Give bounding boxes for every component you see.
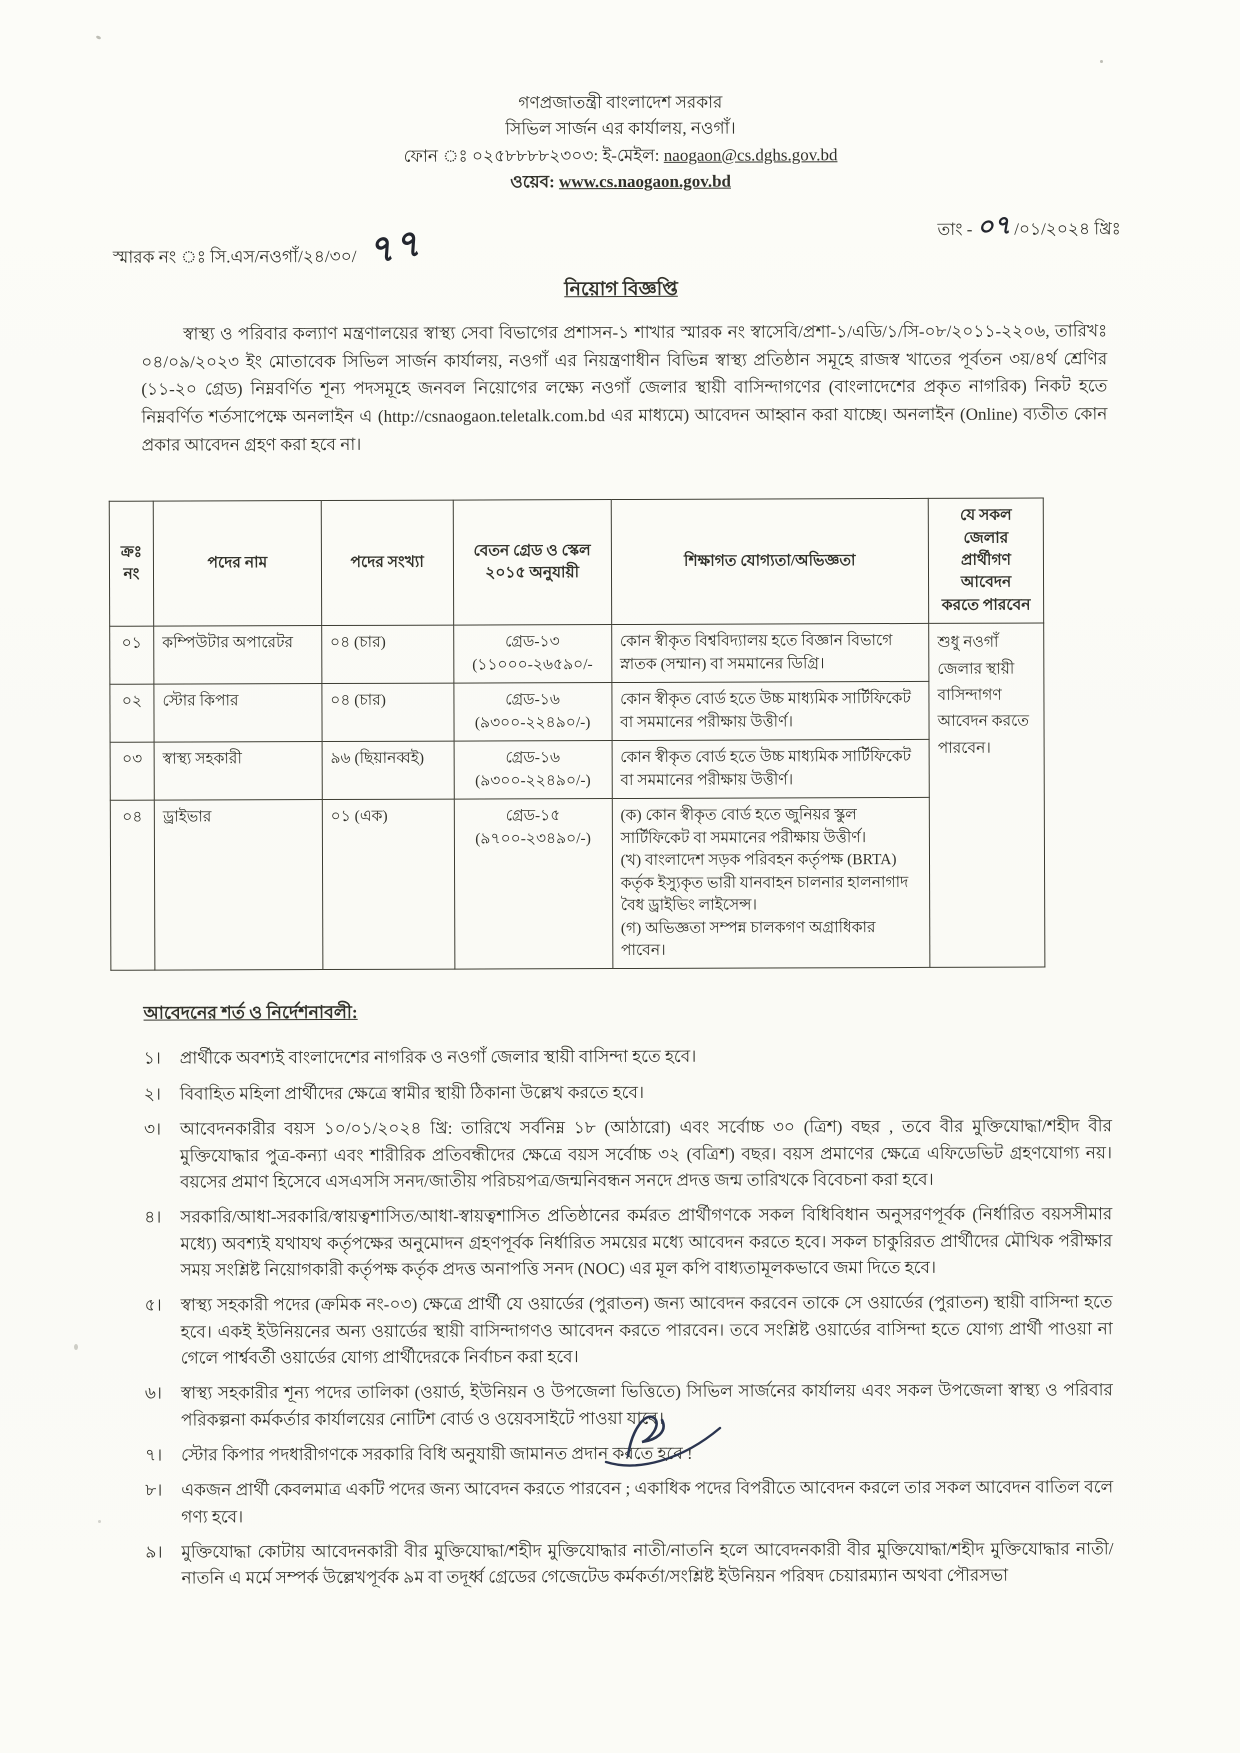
condition-number: ৭। bbox=[145, 1445, 163, 1465]
post-name-cell: স্বাস্থ্য সহকারী bbox=[154, 742, 322, 801]
memo-label: স্মারক নং ঃ সি.এস/নওগাঁ/২৪/৩০/ bbox=[112, 247, 357, 268]
column-header: পদের নাম bbox=[153, 501, 321, 627]
post-name-cell: ড্রাইভার bbox=[154, 800, 322, 971]
condition-text: মুক্তিযোদ্ধা কোটায় আবেদনকারী বীর মুক্তিযোদ্ধা/শহীদ মুক্তিযোদ্ধার নাতী/নাতনি হলে আবেদনকারী বীর মুক্তিযোদ্ধা/শহীদ মুক্তিযোদ্ধার নাতী/নাতনি এ মর্মে সম্পর্ক উল্লেখপূর্বক ৯ম বা তদূর্ধ্ব গ্রেডের গেজেটেড কর্মকর্তা/সংশ্লিষ্ট ইউনিয়ন পরিষদ চেয়ারম্যান অথবা পৌরসভা bbox=[181, 1539, 1114, 1588]
table-row bbox=[110, 739, 1044, 800]
office-name: সিভিল সার্জন এর কার্যালয়, নওগাঁ। bbox=[505, 118, 736, 139]
signature-mark bbox=[598, 1398, 728, 1483]
column-header: যে সকল জেলার প্রার্থীগণ আবেদন করতে পারবেন bbox=[928, 498, 1043, 624]
condition-item bbox=[145, 1290, 1113, 1372]
condition-text: সরকারি/আধা-সরকারি/স্বায়ত্বশাসিত/আধা-স্বায়ত্বশাসিত প্রতিষ্ঠানের কর্মরত প্রার্থীগণকে সকল বিধিবিধান অনুসরণপূর্বক (নির্ধারিত বয়সসীমার মধ্যে) অবশ্যই যথাযথ কর্তৃপক্ষের অনুমোদন গ্রহণপূর্বক নির্ধারিত সময়ের মধ্যে আবেদন করতে হবে। সকল চাকুরিরত প্রার্থীদের মৌখিক পরীক্ষার সময় সংশ্লিষ্ট নিয়োগকারী কর্তৃপক্ষ কর্তৃক প্রদত্ত অনাপত্তি সনদ (NOC) এর মূল কপি বাধ্যতামূলকভাবে জমা দিতে হবে। bbox=[180, 1204, 1113, 1280]
government-name: গণপ্রজাতন্ত্রী বাংলাদেশ সরকার bbox=[518, 92, 723, 113]
post-count-cell: ৯৬ (ছিয়ানব্বই) bbox=[322, 741, 454, 799]
post-count-cell: ০১ (এক) bbox=[322, 799, 454, 970]
notice-title: নিয়োগ বিজ্ঞপ্তি bbox=[564, 279, 678, 301]
serial-cell: ০৩ bbox=[110, 742, 154, 800]
condition-text: স্টোর কিপার পদধারীগণকে সরকারি বিধি অনুযায়ী জামানত প্রদান করতে হবে ! bbox=[181, 1443, 693, 1465]
condition-text: একজন প্রার্থী কেবলমাত্র একটি পদের জন্য আবেদন করতে পারবেন ; একাধিক পদের বিপরীতে আবেদন করলে তার সকল আবেদন বাতিল বলে গণ্য হবে। bbox=[181, 1477, 1114, 1527]
intro-paragraph: স্বাস্থ্য ও পরিবার কল্যাণ মন্ত্রণালয়ের স্বাস্থ্য সেবা বিভাগের প্রশাসন-১ শাখার স্মারক নং স্বাসেবি/প্রশা-১/এডি/১/সি-০৮/২০১১-২২০৬, তারিখঃ ০৪/০৯/২০২৩ ইং মোতাবেক সিভিল সার্জন কার্যালয়, নওগাঁ এর নিয়ন্ত্রণাধীন বিভিন্ন স্বাস্থ্য প্রতিষ্ঠান সমূহে রাজস্ব খাতের পূর্বতন ৩য়/৪র্থ শ্রেণির (১১-২০ গ্রেড) নিম্নবর্ণিত শূন্য পদসমূহে জনবল নিয়োগের লক্ষ্যে নওগাঁ জেলার স্থায়ী বাসিন্দাগণের (বাংলাদেশের প্রকৃত নাগরিক) নিকট হতে নিম্নবর্ণিত শর্তসাপেক্ষে অনলাইন এ (http://csnaogaon.teletalk.com.bd এর মাধ্যমে) আবেদন আহ্বান করা যাচ্ছে। অনলাইন (Online) ব্যতীত কোন প্রকার আবেদন গ্রহণ করা হবে না। bbox=[141, 321, 1108, 455]
date-suffix: /০১/২০২৪ খ্রিঃ bbox=[1014, 219, 1121, 240]
condition-number: ৪। bbox=[144, 1207, 162, 1227]
positions-table-body bbox=[110, 623, 1045, 970]
qualification-cell: কোন স্বীকৃত বোর্ড হতে উচ্চ মাধ্যমিক সার্টিফিকেট বা সমমানের পরীক্ষায় উত্তীর্ণ। bbox=[611, 682, 929, 741]
serial-cell: ০২ bbox=[110, 684, 154, 742]
condition-number: ২। bbox=[143, 1084, 161, 1104]
memo-number-line bbox=[112, 208, 425, 274]
website-text: www.cs.naogaon.gov.bd bbox=[558, 171, 731, 192]
condition-item bbox=[144, 1078, 1112, 1108]
serial-cell: ০১ bbox=[110, 627, 154, 685]
condition-number: ৬। bbox=[144, 1383, 163, 1403]
column-header: পদের সংখ্যা bbox=[321, 500, 453, 626]
letterhead bbox=[0, 0, 1240, 198]
conditions-heading: আবেদনের শর্ত ও নির্দেশনাবলী: bbox=[143, 1002, 358, 1024]
memo-date-row bbox=[1, 193, 1240, 273]
table-row bbox=[110, 797, 1045, 971]
condition-number: ৮। bbox=[145, 1480, 163, 1500]
district-note-cell: শুধু নওগাঁ জেলার স্থায়ী বাসিন্দাগণ আবেদন করতে পারবেন। bbox=[929, 623, 1045, 967]
qualification-cell: (ক) কোন স্বীকৃত বোর্ড হতে জুনিয়র স্কুল সার্টিফিকেট বা সমমানের পরীক্ষায় উত্তীর্ণ। (খ) বাংলাদেশ সড়ক পরিবহন কর্তৃপক্ষ (BRTA) কর্তৃক ইস্যুকৃত ভারী যানবাহন চালনার হালনাগাদ বৈধ ড্রাইভিং লাইসেন্স। (গ) অভিজ্ঞতা সম্পন্ন চালকগণ অগ্রাধিকার পাবেন। bbox=[612, 798, 930, 969]
condition-item bbox=[145, 1536, 1113, 1592]
condition-item bbox=[144, 1201, 1112, 1283]
memo-number-handwritten: ৭৭ bbox=[364, 222, 425, 274]
condition-text: স্বাস্থ্য সহকারী পদের (ক্রমিক নং-০৩) ক্ষেত্রে প্রার্থী যে ওয়ার্ডের (পুরাতন) জন্য আবেদন করবেন তাকে সে ওয়ার্ডের (পুরাতন) স্থায়ী বাসিন্দা হতে হবে। একই ইউনিয়নের অন্য ওয়ার্ডের স্থায়ী বাসিন্দাগণও আবেদন করতে পারবেন। তবে সংশ্লিষ্ট ওয়ার্ডের বাসিন্দা হতে যোগ্য প্রার্থী পাওয়া না গেলে পার্শ্ববর্তী ওয়ার্ডের যোগ্য প্রার্থীদেরকে নির্বাচন করা হবে। bbox=[180, 1292, 1113, 1368]
qualification-cell: কোন স্বীকৃত বোর্ড হতে উচ্চ মাধ্যমিক সার্টিফিকেট বা সমমানের পরীক্ষায় উত্তীর্ণ। bbox=[612, 740, 930, 799]
email-text: naogaon@cs.dghs.gov.bd bbox=[663, 144, 838, 165]
conditions-section bbox=[143, 998, 1113, 1593]
column-header: বেতন গ্রেড ও স্কেল ২০১৫ অনুযায়ী bbox=[453, 500, 611, 626]
condition-number: ৫। bbox=[144, 1295, 162, 1315]
pay-grade-cell: গ্রেড-১৬ (৯৩০০-২২৪৯০/-) bbox=[454, 683, 612, 741]
qualification-cell: কোন স্বীকৃত বিশ্ববিদ্যালয় হতে বিজ্ঞান বিভাগে স্নাতক (সম্মান) বা সমমানের ডিগ্রি। bbox=[611, 624, 929, 683]
positions-table bbox=[109, 498, 1046, 972]
condition-number: ৩। bbox=[143, 1119, 162, 1139]
condition-number: ১। bbox=[143, 1049, 161, 1069]
post-count-cell: ০৪ (চার) bbox=[322, 683, 454, 741]
condition-text: প্রার্থীকে অবশ্যই বাংলাদেশের নাগরিক ও নওগাঁ জেলার স্থায়ী বাসিন্দা হতে হবে। bbox=[179, 1047, 697, 1069]
table-row bbox=[110, 681, 1044, 742]
post-name-cell: স্টোর কিপার bbox=[154, 684, 322, 743]
pay-grade-cell: গ্রেড-১৩ (১১০০০-২৬৫৯০/- bbox=[453, 625, 611, 683]
post-count-cell: ০৪ (চার) bbox=[321, 625, 453, 683]
conditions-list bbox=[144, 1043, 1114, 1593]
pay-grade-cell: গ্রেড-১৬ (৯৩০০-২২৪৯০/-) bbox=[454, 741, 612, 799]
condition-text: স্বাস্থ্য সহকারীর শূন্য পদের তালিকা (ওয়ার্ড, ইউনিয়ন ও উপজেলা ভিত্তিতে) সিভিল সার্জনের কার্যালয় এবং সকল উপজেলা স্বাস্থ্য ও পরিবার পরিকল্পনা কর্মকর্তার কার্যালয়ের নোটিশ বোর্ড ও ওয়েবসাইটে পাওয়া যাবে। bbox=[180, 1380, 1113, 1430]
condition-text: আবেদনকারীর বয়স ১০/০১/২০২৪ খ্রি: তারিখে সর্বনিম্ন ১৮ (আঠারো) এবং সর্বোচ্চ ৩০ (ত্রিশ) বছর , তবে বীর মুক্তিযোদ্ধা/শহীদ বীর মুক্তিযোদ্ধার পুত্র-কন্যা এবং শারীরিক প্রতিবন্ধীদের ক্ষেত্রে বয়স সর্বোচ্চ ৩২ (বত্রিশ) বছর। বয়স প্রমাণের ক্ষেত্রে এফিডেভিট গ্রহণযোগ্য নয়। বয়সের প্রমাণ হিসেবে এসএসসি সনদ/জাতীয় পরিচয়পত্র/জন্মনিবন্ধন সনদে প্রদত্ত জন্ম তারিখকে বিবেচনা করা হবে। bbox=[179, 1116, 1113, 1192]
condition-item bbox=[144, 1043, 1112, 1073]
phone-label: ফোন ঃ ০২৫৮৮৮৮২৩০৩: ই-মেইল: bbox=[403, 145, 660, 166]
web-label: ওয়েব: bbox=[510, 172, 555, 192]
date-prefix: তাং - bbox=[937, 220, 973, 240]
condition-number: ৯। bbox=[145, 1542, 163, 1562]
condition-item bbox=[144, 1113, 1112, 1195]
condition-text: বিবাহিত মহিলা প্রার্থীদের ক্ষেত্রে স্বামীর স্থায়ী ঠিকানা উল্লেখ করতে হবে। bbox=[179, 1082, 645, 1104]
date-line bbox=[937, 206, 1120, 251]
table-row bbox=[110, 623, 1044, 684]
pay-grade-cell: গ্রেড-১৫ (৯৭০০-২৩৪৯০/-) bbox=[454, 799, 613, 970]
serial-cell: ০৪ bbox=[110, 800, 155, 970]
column-header: শিক্ষাগত যোগ্যতা/অভিজ্ঞতা bbox=[611, 498, 929, 624]
column-header: ক্রঃ নং bbox=[109, 501, 153, 626]
date-day-handwritten: ০৭ bbox=[975, 210, 1012, 243]
positions-table-head-row bbox=[109, 498, 1043, 627]
post-name-cell: কম্পিউটার অপারেটর bbox=[154, 626, 322, 685]
